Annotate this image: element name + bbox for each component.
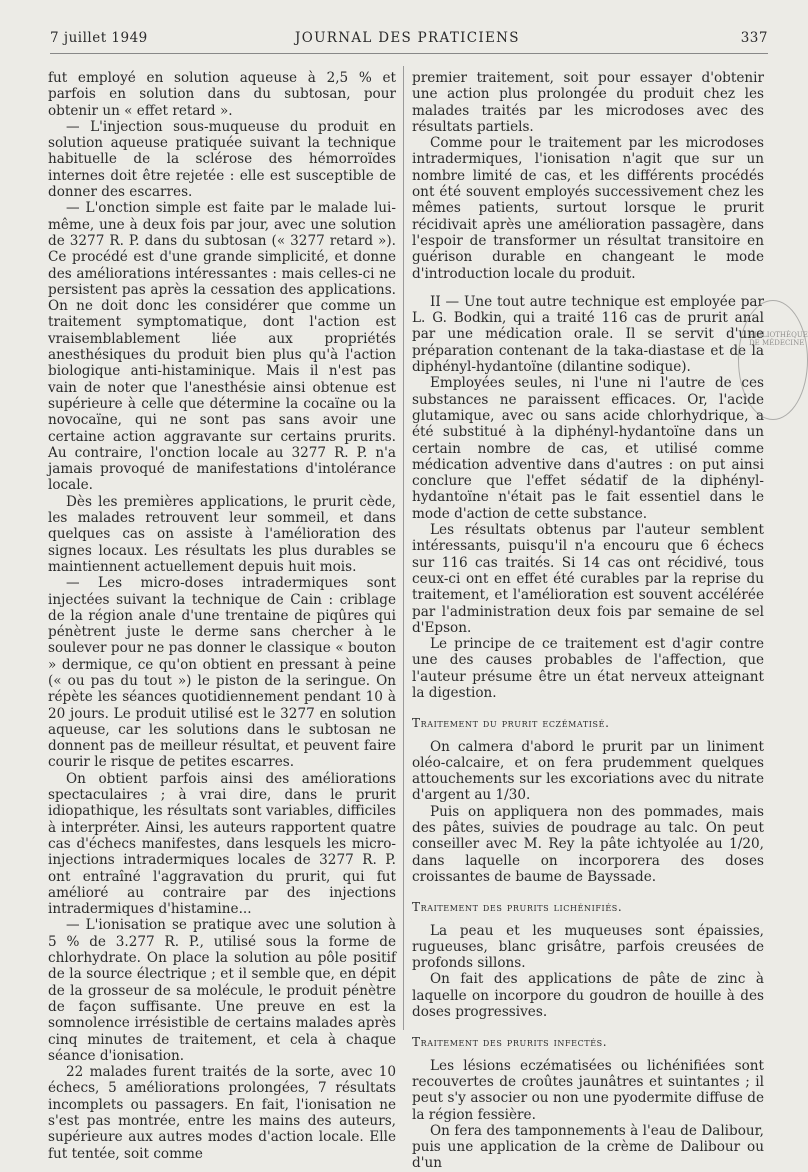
left-column (48, 70, 396, 1162)
paragraph: — L'injection sous-muqueuse du produit en solution aqueuse pratiquée suivant la technique habituelle de la sclérose des hémorroïdes internes doit être rejetée : elle est susceptible de donner des escarres. (48, 118, 396, 201)
section-heading: Traitement du prurit eczématisé. (412, 716, 610, 731)
paragraph: On fait des applications de pâte de zinc à laquelle on incorpore du goudron de houille à des doses progressives. (412, 971, 764, 1021)
paragraph: Le principe de ce traitement est d'agir contre une des causes probables de l'affection, que l'auteur présume être un état nerveux atteignant la digestion. (412, 636, 764, 701)
stamp-text: BIBLIOTHÈQUE DE MÉDECINE (749, 331, 808, 347)
column-divider (403, 66, 404, 1030)
paragraph: Les lésions eczématisées ou lichénifiées sont recouvertes de croûtes jaunâtres et suintantes ; il peut s'y associer ou non une pyodermite diffuse de la région fessière. (412, 1057, 764, 1123)
library-stamp (738, 300, 808, 420)
paragraph: premier traitement, soit pour essayer d'obtenir une action plus prolongée du produit chez les malades traités par les microdoses avec des résultats partiels. (412, 70, 764, 135)
paragraph: II — Une tout autre technique est employée par L. G. Bodkin, qui a traité 116 cas de prurit anal par une médication orale. Il se servit d'une préparation contenant de la taka-diastase et de la diphényl-hydantoïne (dilantine sodique). (412, 293, 764, 376)
journal-title: JOURNAL DES PRATICIENS (295, 30, 520, 46)
section-heading: Traitement des prurits lichénifiés. (412, 900, 623, 915)
paragraph: — L'onction simple est faite par le malade lui-même, une à deux fois par jour, avec une solution de 3277 R. P. dans du subtosan (« 3277 retard »). Ce procédé est d'une grande simplicité, et donne des améliorations intéressantes : mais celles-ci ne persistent pas après la cessation des applications. On ne doit donc les considérer que comme un traitement symptomatique, dont l'action est vraisemblablement liée aux propriétés anesthésiques du produit bien plus qu'à l'action biologique anti-histaminique. Mais il n'est pas vain de noter que l'anesthésie ainsi obtenue est supérieure à celle que détermine la cocaïne ou la novocaïne, qui ne sont pas sans avoir une certaine action aggravante sur certains prurits. Au contraire, l'onction locale au 3277 R. P. n'a jamais provoqué de manifestations d'intolérance locale. (48, 200, 396, 494)
paragraph: 22 malades furent traités de la sorte, avec 10 échecs, 5 améliorations prolongées, 7 résultats incomplets ou passagers. En fait, l'ionisation ne s'est pas montrée, entre les mains des auteurs, supérieure aux autres modes d'action locale. Elle fut tentée, soit comme (48, 1064, 396, 1162)
paragraph: Puis on appliquera non des pommades, mais des pâtes, suivies de poudrage au talc. On peut conseiller avec M. Rey la pâte ichtyolée au 1/20, dans laquelle on incorporera des doses croissantes de baume de Bayssade. (412, 803, 764, 885)
paragraph: — Les micro-doses intradermiques sont injectées suivant la technique de Cain : criblage de la région anale d'une trentaine de piqûres qui pénètrent juste le derme sans chercher à le soulever pour ne pas donner le classique « bouton » dermique, ce qu'on obtient en pressant à peine (« ou pas du tout ») le piston de la seringue. On répète les séances quotidiennement pendant 10 à 20 jours. Le produit utilisé est le 3277 en solution aqueuse, car les solutions dans le subtosan ne donnent pas de meilleur résultat, et peuvent faire courir le risque de petites escarres. (48, 575, 396, 771)
paragraph: On calmera d'abord le prurit par un liniment oléo-calcaire, et on fera prudemment quelques attouchements sur les excoriations avec du nitrate d'argent au 1/30. (412, 738, 764, 804)
paragraph: Les résultats obtenus par l'auteur semblent intéressants, puisqu'il n'a encouru que 6 échecs sur 116 cas traités. Si 14 cas ont récidivé, tous ceux-ci ont en effet été curables par la reprise du traitement, et l'amélioration est souvent accélérée par l'administration deux fois par semaine de sel d'Epson. (412, 522, 764, 636)
section-heading: Traitement des prurits infectés. (412, 1035, 608, 1050)
right-column (412, 70, 764, 1172)
paragraph: Dès les premières applications, le prurit cède, les malades retrouvent leur sommeil, et dans quelques cas on assiste à l'amélioration des signes locaux. Les résultats les plus durables se maintiennent actuellement depuis huit mois. (48, 493, 396, 575)
paragraph: On fera des tamponnements à l'eau de Dalibour, puis une application de la crème de Dalibour ou d'un (412, 1122, 764, 1172)
paragraph: Employées seules, ni l'une ni l'autre de ces substances ne paraissent efficaces. Or, l'acide glutamique, avec ou sans acide chlorhydrique, a été substitué à la diphényl-hydantoïne dans un certain nombre de cas, et utilisé comme médication adventive dans d'autres : on put ainsi conclure que l'effet sédatif de la diphényl-hydantoïne n'était pas le fait essentiel dans le mode d'action de cette substance. (412, 375, 764, 522)
paragraph: fut employé en solution aqueuse à 2,5 % et parfois en solution dans du subtosan, pour obtenir un « effet retard ». (48, 70, 396, 119)
issue-date: 7 juillet 1949 (50, 30, 148, 46)
paragraph: La peau et les muqueuses sont épaissies, rugueuses, blanc grisâtre, parfois creusées de profonds sillons. (412, 922, 764, 972)
page-number: 337 (740, 30, 768, 46)
paragraph: On obtient parfois ainsi des améliorations spectaculaires ; à vrai dire, dans le prurit idiopathique, les résultats sont variables, difficiles à interpréter. Ainsi, les auteurs rapportent quatre cas d'échecs manifestes, dans lesquels les micro-injections intradermiques locales de 3277 R. P. ont entraîné l'aggravation du prurit, qui fut amélioré au contraire par des injections intradermiques d'histamine... (48, 770, 396, 918)
paragraph: — L'ionisation se pratique avec une solution à 5 % de 3.277 R. P., utilisé sous la forme de chlorhydrate. On place la solution au pôle positif de la source électrique ; et il semble que, en dépit de la grosseur de sa molécule, le produit pénètre de façon suffisante. Une preuve en est la somnolence irrésistible de certains malades après cinq minutes de traitement, et cela à chaque séance d'ionisation. (48, 917, 396, 1064)
running-header (50, 30, 768, 54)
paragraph: Comme pour le traitement par les microdoses intradermiques, l'ionisation n'agit que sur un nombre limité de cas, et les différents procédés ont été souvent employés successivement chez les mêmes patients, surtout lorsque le prurit récidivait après une amélioration passagère, dans l'espoir de transformer un résultat transitoire en guérison durable en changeant le mode d'introduction locale du produit. (412, 135, 764, 282)
